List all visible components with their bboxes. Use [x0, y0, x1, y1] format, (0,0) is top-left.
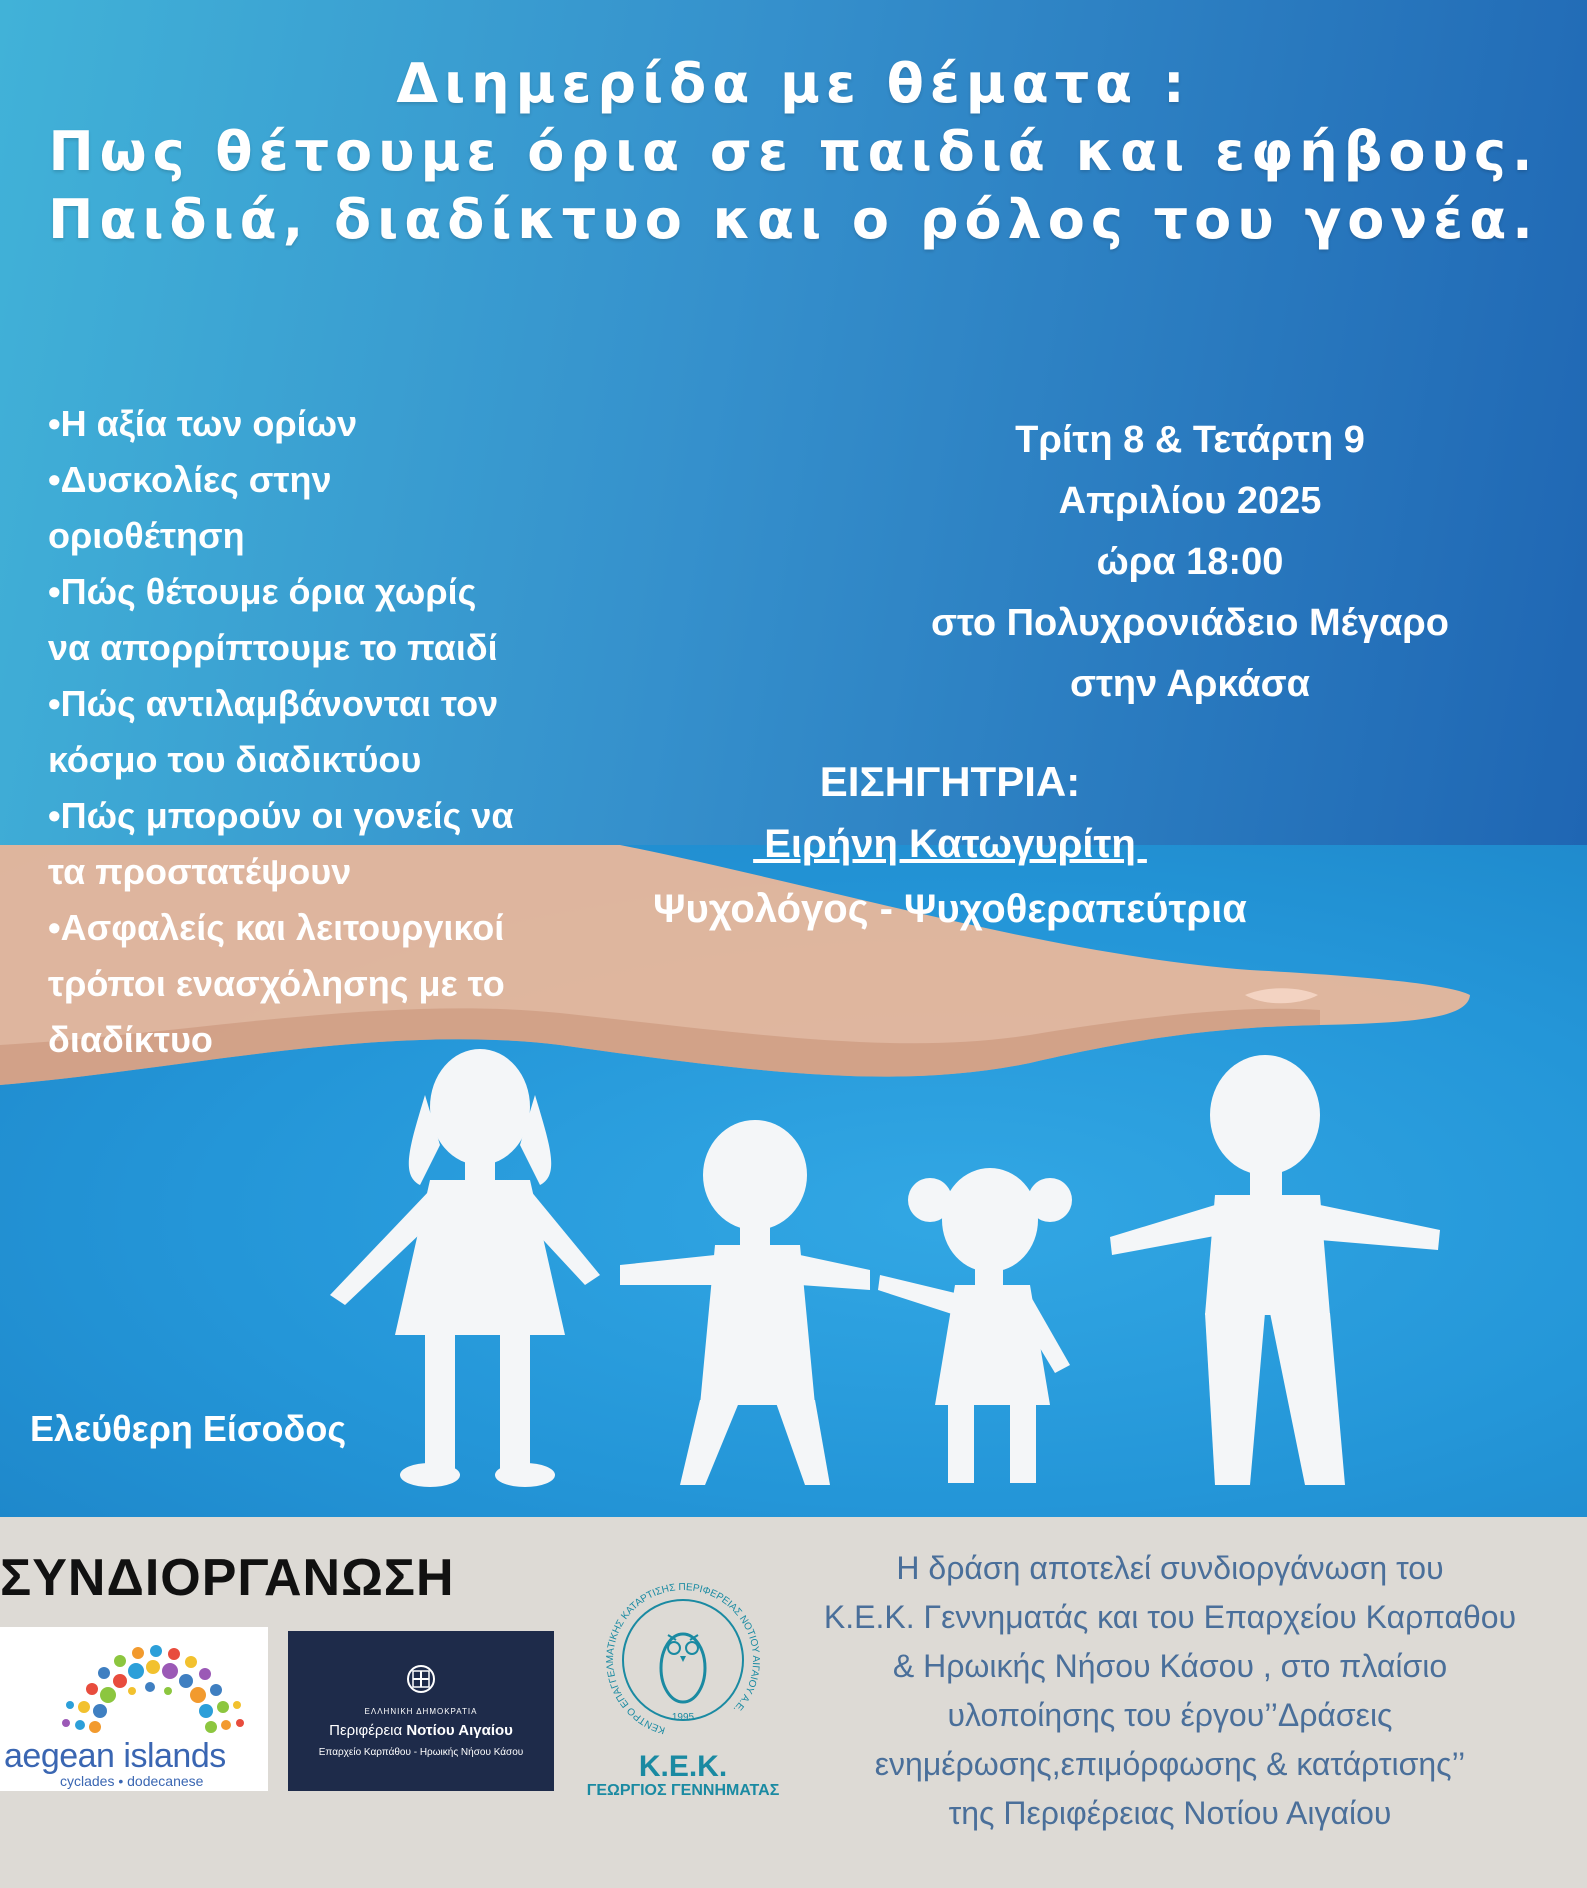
- footer-line: της Περιφέρειας Νοτίου Αιγαίου: [948, 1795, 1392, 1831]
- speaker-name: Ειρήνη Κατωγυρίτη: [753, 822, 1147, 866]
- footer-line: Κ.Ε.Κ. Γεννηματάς και του Επαρχείου Καρπαθου: [823, 1599, 1517, 1635]
- footer-line: υλοποίησης του έργου’’Δράσεις: [947, 1697, 1393, 1733]
- event-details: [865, 410, 1515, 715]
- co-organization-heading: ΣΥΝΔΙΟΡΓΑΝΩΣΗ: [0, 1549, 455, 1607]
- kek-ring-text: ΚΕΝΤΡΟ ΕΠΑΓΓΕΛΜΑΤΙΚΗΣ ΚΑΤΑΡΤΙΣΗΣ ΠΕΡΙΦΕΡΕΙΑΣ ΝΟΤΙΟΥ ΑΙΓΑΙΟΥ Α.Ε.: [605, 1581, 762, 1736]
- topic-line: •Η αξία των ορίων: [48, 403, 358, 444]
- south-aegean-region-logo: [288, 1631, 554, 1791]
- topic-line: •Ασφαλείς και λειτουργικοί: [48, 907, 505, 948]
- footer-line: & Ηρωικής Νήσου Κάσου , στο πλαίσιο: [892, 1648, 1448, 1684]
- footer-line: ενημέρωσης,επιμόρφωσης & κατάρτισης’’: [874, 1746, 1466, 1782]
- region-name: [288, 1722, 554, 1739]
- topics-list: [48, 396, 608, 1068]
- co-organization-description: [760, 1544, 1580, 1838]
- region-office-text: Επαρχείο Καρπάθου - Ηρωικής Νήσου Κάσου: [318, 1747, 524, 1758]
- topic-line: τρόποι ενασχόλησης με το: [48, 963, 505, 1004]
- paper-boy-2: [1110, 1055, 1440, 1485]
- footer-line: Η δράση αποτελεί συνδιοργάνωση του: [896, 1550, 1444, 1586]
- aegean-islands-logo: [0, 1627, 268, 1791]
- event-month-year: Απριλίου 2025: [1058, 480, 1322, 522]
- kek-subname: ΓΕΩΡΓΙΟΣ ΓΕΝΝΗΜΑΤΑΣ: [586, 1782, 780, 1799]
- paper-girl-1: [330, 1049, 600, 1487]
- region-name-prefix: Περιφέρεια: [329, 1722, 407, 1739]
- speaker-role: Ψυχολόγος - Ψυχοθεραπεύτρια: [653, 887, 1247, 931]
- greek-coat-of-arms-icon: [288, 1631, 554, 1701]
- kek-year: 1995: [671, 1712, 695, 1723]
- paper-boy-1: [620, 1120, 870, 1485]
- topic-line: •Δυσκολίες στην: [48, 459, 332, 500]
- region-republic-text: ΕΛΛΗΝΙΚΗ ΔΗΜΟΚΡΑΤΙΑ: [364, 1707, 478, 1716]
- free-entry-label: Ελεύθερη Είσοδος: [30, 1408, 347, 1449]
- event-venue: στο Πολυχρονιάδειο Μέγαρο: [930, 602, 1450, 644]
- region-name-bold: Νοτίου Αιγαίου: [406, 1722, 513, 1739]
- event-time: ώρα 18:00: [1096, 541, 1284, 583]
- event-location: στην Αρκάσα: [1069, 663, 1311, 705]
- title-line-3: Παιδιά, διαδίκτυο και ο ρόλος του γονέα.: [48, 188, 1539, 251]
- topic-line: να απορρίπτουμε το παιδί: [48, 627, 498, 668]
- paper-girl-2: [878, 1168, 1072, 1483]
- aegean-brand-text: aegean islands: [4, 1737, 226, 1775]
- title-line-2: Πως θέτουμε όρια σε παιδιά και εφήβους.: [48, 120, 1539, 183]
- title-line-1: Διημερίδα με θέματα :: [396, 52, 1191, 115]
- topic-line: κόσμο του διαδικτύου: [48, 739, 422, 780]
- topic-line: τα προστατέψουν: [48, 851, 352, 892]
- topic-line: οριοθέτηση: [48, 515, 245, 556]
- speaker-label: ΕΙΣΗΓΗΤΡΙΑ:: [819, 758, 1081, 805]
- topic-line: διαδίκτυο: [48, 1019, 213, 1060]
- topic-line: •Πώς αντιλαμβάνονται τον: [48, 683, 499, 724]
- kek-name: Κ.Ε.Κ.: [638, 1750, 728, 1783]
- topic-line: •Πώς θέτουμε όρια χωρίς: [48, 571, 477, 612]
- event-dates: Τρίτη 8 & Τετάρτη 9: [1015, 419, 1365, 461]
- aegean-sub-text: cyclades • dodecanese: [60, 1773, 204, 1789]
- topic-line: •Πώς μπορούν οι γονείς να: [48, 795, 514, 836]
